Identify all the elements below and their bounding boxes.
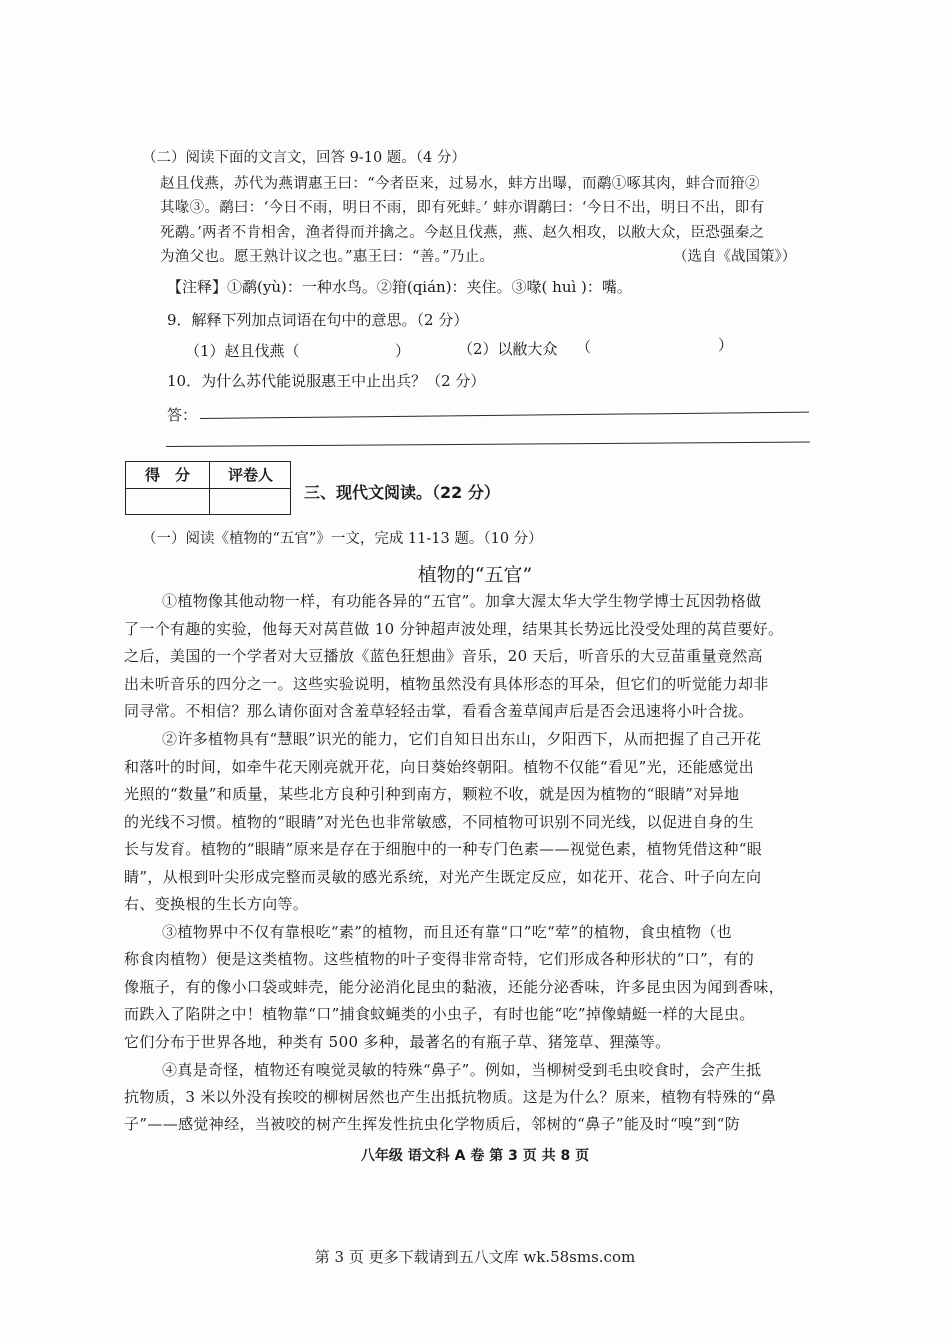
article-line: 右、变换根的生长方向等。	[124, 895, 309, 913]
article-line: 像瓶子，有的像小口袋或蚌壳，能分泌消化昆虫的黏液，还能分泌香味，许多昆虫因为闻到香味，	[124, 978, 785, 996]
article-line: 出未听音乐的四分之一。这些实验说明，植物虽然没有具体形态的耳朵，但它们的听觉能力却非	[124, 675, 769, 693]
article-line: ①植物像其他动物一样，有功能各异的“五官”。加拿大渥太华大学生物学博士瓦因勃格做	[162, 592, 762, 610]
question-9: 9．解释下列加点词语在句中的意思。（2 分）	[167, 311, 469, 329]
article-line: 光照的“数量”和质量，某些北方良种引种到南方，颗粒不收，就是因为植物的“眼睛”对异地	[124, 785, 740, 803]
classical-text-line: 死鹬。’两者不肯相舍，渔者得而并擒之。今赵且伐燕，燕、赵久相攻，以敝大众，臣恐强秦之	[160, 225, 765, 241]
article-line: ②许多植物具有“慧眼”识光的能力，它们自知日出东山，夕阳西下，从而把握了自己开花	[162, 730, 762, 748]
classical-text-line: 其喙③。鹬曰：‘今日不雨，明日不雨，即有死蚌。’ 蚌亦谓鹬曰：‘今日不出，明日不出，即有	[160, 200, 765, 216]
question-9-item-2-close: ）	[718, 336, 734, 354]
answer-line[interactable]	[200, 412, 809, 419]
grader-column-header: 评卷人	[227, 466, 273, 484]
article-line: 和落叶的时间，如牵牛花天刚亮就开花，向日葵始终朝阳。植物不仅能“看见”光，还能感觉出	[124, 758, 755, 776]
question-9-item-2-open: （	[576, 338, 592, 356]
article-line: 睛”，从根到叶尖形成完整而灵敏的感光系统，对光产生既定反应，如花开、花合、叶子向左向	[124, 868, 762, 886]
section-heading-classical: （二）阅读下面的文言文，回答 9-10 题。（4 分）	[142, 150, 466, 166]
article-line: 它们分布于世界各地，种类有 500 多种，最著名的有瓶子草、猪笼草、狸藻等。	[124, 1033, 671, 1051]
article-line: 抗物质，3 米以外没有挨咬的柳树居然也产生出抵抗物质。这是为什么？原来，植物有特殊的“鼻	[124, 1088, 777, 1106]
answer-label: 答：	[167, 406, 198, 424]
article-title: 植物的“五官”	[417, 564, 533, 586]
table-divider	[126, 488, 290, 489]
sub-heading-modern: （一）阅读《植物的“五官”》一文，完成 11-13 题。（10 分）	[142, 531, 543, 547]
classical-text-line: 为渔父也。愿王熟计议之也。”惠王曰：“善。”乃止。	[160, 249, 495, 265]
article-line: 之后，美国的一个学者对大豆播放《蓝色狂想曲》音乐，20 天后，听音乐的大豆苗重量竟然高	[124, 647, 763, 665]
article-line: 了一个有趣的实验，他每天对莴苣做 10 分钟超声波处理，结果其长势远比没受处理的莴苣要好。	[124, 620, 784, 638]
question-9-item-1: （1）赵且伐燕（	[185, 342, 300, 360]
article-line: 子”——感觉神经，当被咬的树产生挥发性抗虫化学物质后，邻树的“鼻子”能及时“嗅”到“防	[124, 1115, 741, 1133]
article-line: 的光线不习惯。植物的“眼睛”对光色也非常敏感，不同植物可识别不同光线，以促进自身的生	[124, 813, 755, 831]
article-line: ③植物界中不仅有靠根吃“素”的植物，而且还有靠“口”吃“荤”的植物，食虫植物（也	[162, 923, 733, 941]
article-line: 长与发育。植物的“眼睛”原来是存在于细胞中的一种专门色素——视觉色素，植物凭借这种“眼	[124, 840, 763, 858]
sheet-footer: 八年级 语文科 A 卷 第 3 页 共 8 页	[360, 1148, 590, 1164]
section-heading-modern: 三、现代文阅读。（22 分）	[304, 483, 500, 502]
score-table	[125, 461, 291, 515]
article-line: ④真是奇怪，植物还有嗅觉灵敏的特殊“鼻子”。例如，当柳树受到毛虫咬食时，会产生抵	[162, 1061, 762, 1079]
question-9-item-1-close: ）	[395, 342, 411, 360]
annotation-notes: 【注释】①鹬(yù)：一种水鸟。②箝(qián)：夹住。③喙( huì )：嘴。	[167, 278, 632, 296]
question-10: 10．为什么苏代能说服惠王中止出兵？（2 分）	[167, 372, 486, 390]
question-9-item-2: （2）以敝大众	[458, 340, 558, 358]
article-line: 同寻常。不相信？那么请你面对含羞草轻轻击掌，看看含羞草闻声后是否会迅速将小叶合拢。	[124, 702, 754, 720]
classical-text-line: 赵且伐燕，苏代为燕谓惠王曰：“今者臣来，过易水，蚌方出曝，而鹬①啄其肉，蚌合而箝②	[160, 176, 760, 192]
page-footer: 第 3 页 更多下载请到五八文库 wk.58sms.com	[314, 1248, 636, 1266]
answer-line[interactable]	[166, 442, 810, 447]
article-line: 称食肉植物）便是这类植物。这些植物的叶子变得非常奇特，它们形成各种形状的“口”，有的	[124, 950, 755, 968]
classical-source: （选自《战国策》）	[673, 249, 797, 265]
score-column-header: 得 分	[144, 466, 190, 484]
article-line: 而跌入了陷阱之中！植物靠“口”捕食蚊蝇类的小虫子，有时也能“吃”掉像蜻蜓一样的大昆虫。	[124, 1005, 755, 1023]
